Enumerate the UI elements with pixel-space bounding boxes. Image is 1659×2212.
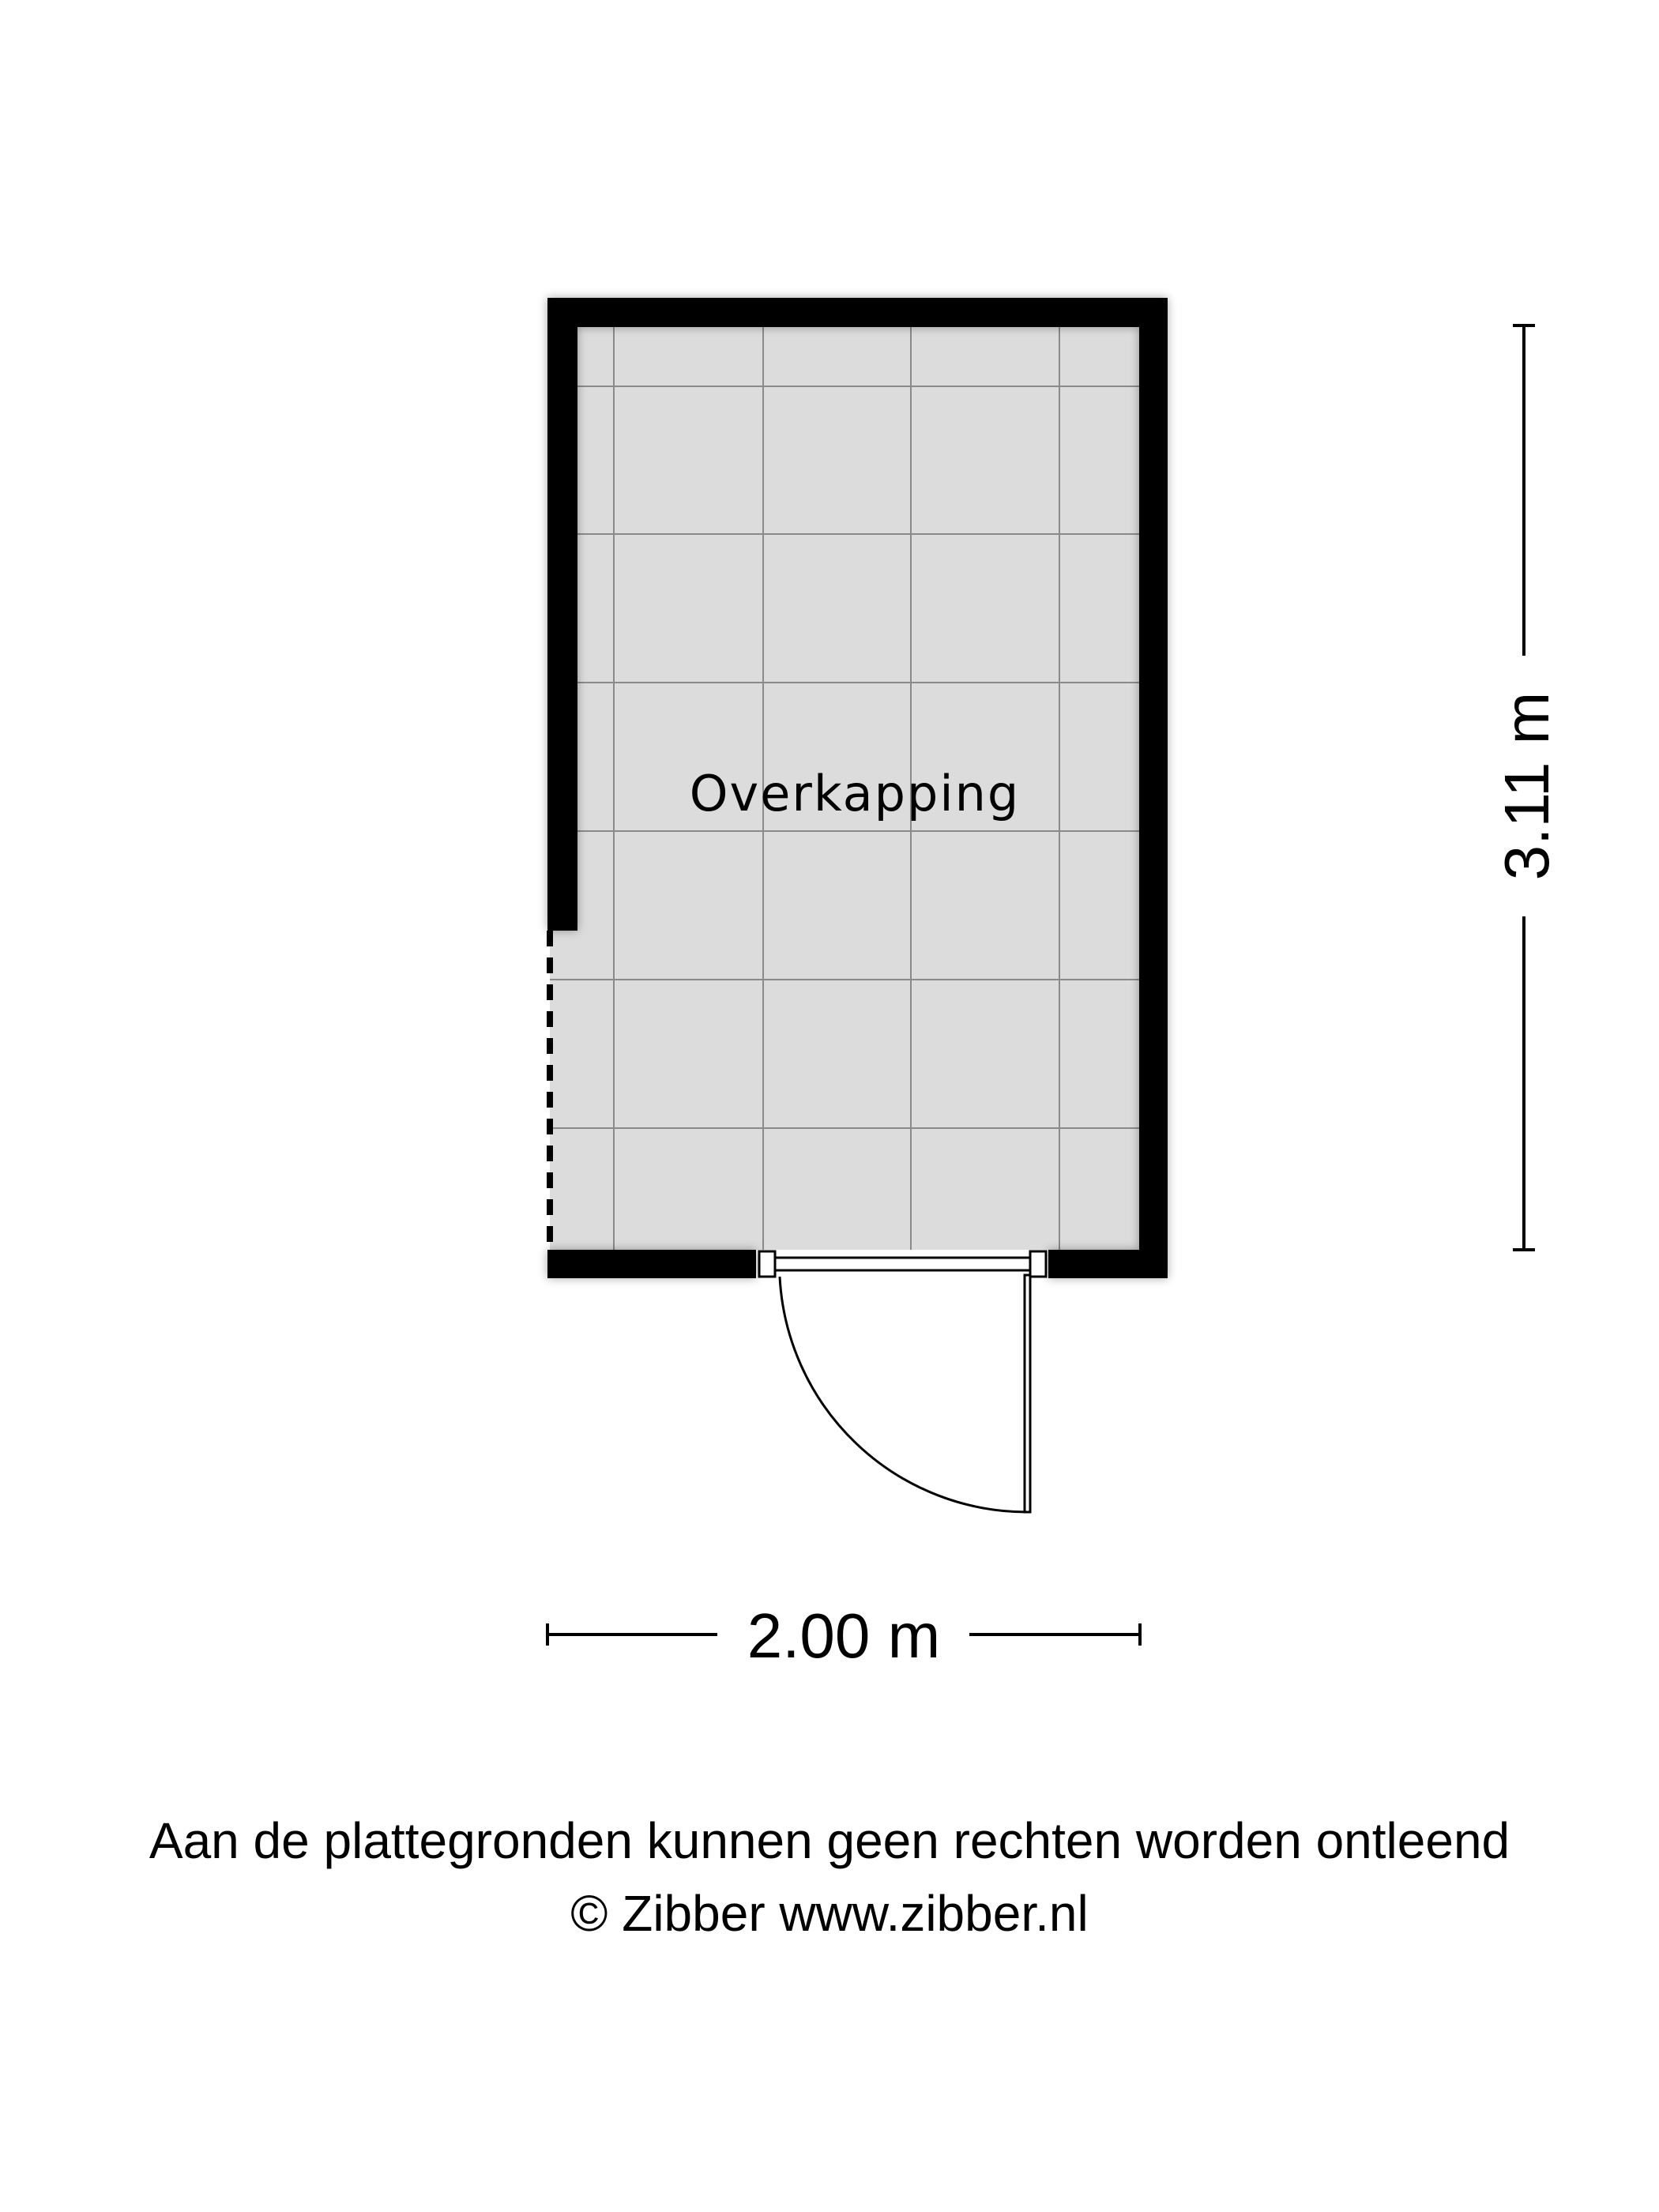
door-leaf xyxy=(1025,1275,1030,1512)
wall-bottom-left xyxy=(547,1250,756,1278)
wall-right xyxy=(1139,298,1168,1278)
door-frame-right xyxy=(1030,1251,1046,1277)
room-label: Overkapping xyxy=(689,765,1021,822)
wall-bottom-right xyxy=(1048,1250,1168,1278)
disclaimer-text: Aan de plattegronden kunnen geen rechten worden ontleend xyxy=(149,1812,1510,1869)
wall-left xyxy=(547,298,577,931)
depth-dimension-label: 3.11 m xyxy=(1492,691,1562,881)
copyright-text: © Zibber www.zibber.nl xyxy=(570,1885,1089,1942)
door xyxy=(759,1251,1046,1512)
width-dimension-label: 2.00 m xyxy=(747,1601,941,1671)
door-swing-arc xyxy=(780,1277,1027,1512)
wall-top xyxy=(547,298,1168,327)
door-frame-left xyxy=(759,1251,775,1277)
